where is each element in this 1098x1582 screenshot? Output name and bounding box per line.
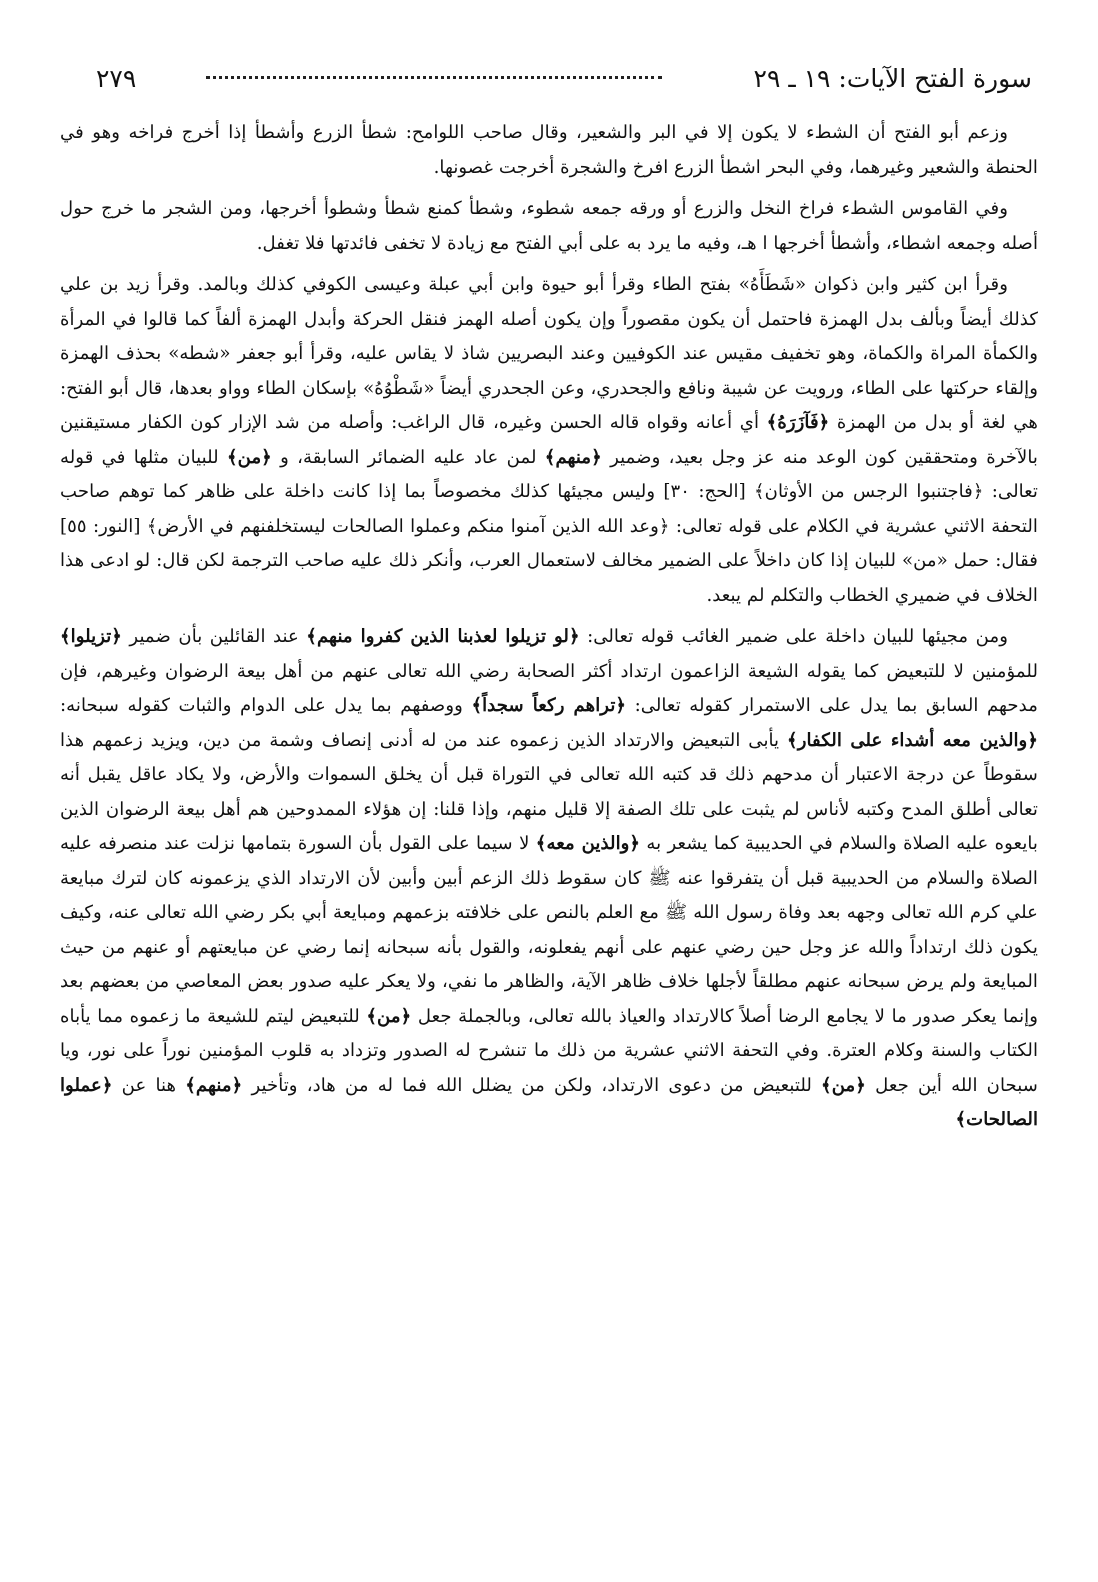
quran-quote: ﴿من﴾ (226, 446, 272, 468)
text-run: ووصفهم بما يدل على الدوام والثبات كقوله سبحانه: (60, 695, 472, 716)
text-run: يأبى التبعيض والارتداد الذين زعموه عند من له أدنى إنصاف وشمة من دين، ويزيد زعمهم هذا سقوطاً عن درجة الاعتبار أن مدحهم ذلك قد كتبه الله تعالى في التوراة قبل أن يخلق السموات والأرض، ولا يكاد عاقل يقبل أنه تعالى أطلق المدح وكتبه لأناس لم يثبت على تلك الصفة إلا قليل منهم، وإذا قلنا: إن هؤلاء الممدوحين هم أهل بيعة الرضوان الذين بايعوه عليه الصلاة والسلام في الحديبية كما يشعر به (60, 729, 1038, 854)
quran-quote: ﴿عملوا الصالحات﴾ (60, 1074, 1038, 1130)
page-body (60, 116, 1038, 1145)
quran-quote: ﴿فَآزَرَهُ﴾ (766, 412, 830, 433)
text-run: هنا عن (112, 1074, 186, 1096)
page-header (96, 58, 1032, 98)
text-run: أي أعانه وقواه قاله الحسن وغيره، قال الراغب: وأصله من شد الإزار كون الكفار مستيقنين بالآخرة ومتحققين كون الوعد منه عز وجل بعيد، وضمير (60, 412, 1038, 468)
quran-quote: ﴿والذين معه أشداء على الكفار﴾ (787, 729, 1038, 751)
quran-quote: ﴿لو تزيلوا لعذبنا الذين كفروا منهم﴾ (306, 626, 580, 647)
paragraph-4 (60, 620, 1038, 1138)
quran-quote: ﴿تراهم ركعاً سجداً﴾ (471, 695, 627, 716)
text-run: وفي القاموس الشطء فراخ النخل والزرع أو ورقه جمعه شطوء، وشطأ كمنع شطأ وشطوأ أخرجها، ومن الشجر ما خرج حول أصله وجمعه اشطاء، وأشطأ أخرجها ا هـ، وفيه ما يرد به على أبي الفتح مع زيادة لا تخفى فائدتها فلا تغفل. (60, 198, 1038, 254)
quran-quote: ﴿من﴾ (366, 1005, 412, 1027)
page-number: ٢٧٩ (96, 64, 137, 93)
text-run: ومن مجيئها للبيان داخلة على ضمير الغائب قوله تعالى: (579, 626, 1008, 647)
text-run: عند القائلين بأن ضمير (121, 626, 307, 647)
header-leader-dots (206, 76, 662, 79)
paragraph-1 (60, 116, 1038, 185)
text-run: للتبعيض من دعوى الارتداد، ولكن من يضلل الله فما له من هاد، وتأخير (242, 1074, 822, 1096)
quran-quote: ﴿والذين معه﴾ (535, 833, 641, 854)
text-run: للتبعيض ليتم للشيعة ما زعموه مما يأباه الكتاب والسنة وكلام العترة. وفي التحفة الاثني عشرية من ذلك ما تنشرح له الصدور وتزداد به قلوب المؤمنين نوراً على نور، ويا سبحان الله أين جعل (60, 1005, 1038, 1096)
text-run: لمن عاد عليه الضمائر السابقة، و (271, 446, 545, 468)
text-run: وزعم أبو الفتح أن الشطء لا يكون إلا في البر والشعير، وقال صاحب اللوامح: شطأ الزرع وأشطأ إذا أخرج فراخه وهو في الحنطة والشعير وغيرهما، وفي البحر اشطأ الزرع افرخ والشجرة أخرجت غصونها. (60, 122, 1038, 178)
paragraph-3 (60, 268, 1038, 613)
quran-quote: ﴿منهم﴾ (544, 446, 602, 468)
text-run: للمؤمنين لا للتبعيض كما يقوله الشيعة الزاعمون ارتداد أكثر الصحابة رضي الله تعالى عنهم من أهل بيعة الرضوان وغيرهم، فإن مدحهم السابق بما يدل على الاستمرار كقوله تعالى: (60, 660, 1038, 716)
quran-quote: ﴿من﴾ (821, 1074, 866, 1096)
text-run: للبيان مثلها في قوله تعالى: ﴿فاجتنبوا الرجس من الأوثان﴾ [الحج: ٣٠] وليس مجيئها كذلك مخصوصاً بما إذا كانت داخلة على ظاهر كما توهم صاحب التحفة الاثني عشرية في الكلام على قوله تعالى: ﴿وعد الله الذين آمنوا منكم وعملوا الصالحات ليستخلفنهم في الأرض﴾ [النور: ٥٥] فقال: حمل «من» للبيان إذا كان داخلاً على الضمير مخالف لاستعمال العرب، وأنكر ذلك عليه صاحب الترجمة لكن قال: لو ادعى هذا الخلاف في ضميري الخطاب والتكلم لم يبعد. (60, 446, 1038, 606)
text-run: لا سيما على القول بأن السورة بتمامها نزلت عند منصرفه عليه الصلاة والسلام من الحديبية قبل أن يتفرقوا عنه ﷺ كان سقوط ذلك الزعم أبين وأبين لأن الارتداد الذي يزعمونه كان لترك مبايعة علي كرم الله تعالى وجهه بعد وفاة رسول الله ﷺ مع العلم بالنص على خلافته بزعمهم ومبايعة أبي بكر رضي الله تعالى عنه، وكيف يكون ذلك ارتداداً والله عز وجل حين رضي عنهم على أنهم يفعلونه، والقول بأنه سبحانه إنما رضي عن مبايعتهم أو عنهم من حيث المبايعة ولم يرض سبحانه عنهم مطلقاً لأجلها خلاف ظاهر الآية، والظاهر ما نفي، ولا يعكر عليه صدور بعض المعاصي من بعضهم بعد وإنما يعكر صدور ما لا يجامع الرضا أصلاً كالارتداد والعياذ بالله تعالى، وبالجملة جعل (60, 833, 1038, 1027)
running-title: سورة الفتح الآيات: ١٩ ـ ٢٩ (753, 64, 1032, 93)
paragraph-2 (60, 192, 1038, 261)
quran-quote: ﴿منهم﴾ (185, 1074, 243, 1096)
text-run: وقرأ ابن كثير وابن ذكوان «شَطَأَهُ» بفتح الطاء وقرأ أبو حيوة وابن أبي عبلة وعيسى الكوفي كذلك وبالمد. وقرأ زيد بن علي كذلك أيضاً وبألف بدل الهمزة فاحتمل أن يكون مقصوراً وإن يكون أصله الهمز فنقل الحركة وأبدل الهمزة ألفاً كما قالوا في المرأة والكمأة المراة والكماة، وهو تخفيف مقيس عند الكوفيين وعند البصريين شاذ لا يقاس عليه، وقرأ أبو جعفر «شطه» بحذف الهمزة وإلقاء حركتها على الطاء، ورويت عن شيبة ونافع والجحدري، وعن الجحدري أيضاً «شَطْوُهُ» بإسكان الطاء وواو بعدها، قال أبو الفتح: هي لغة أو بدل من الهمزة (60, 274, 1038, 433)
quran-quote: ﴿تزيلوا﴾ (60, 626, 122, 647)
